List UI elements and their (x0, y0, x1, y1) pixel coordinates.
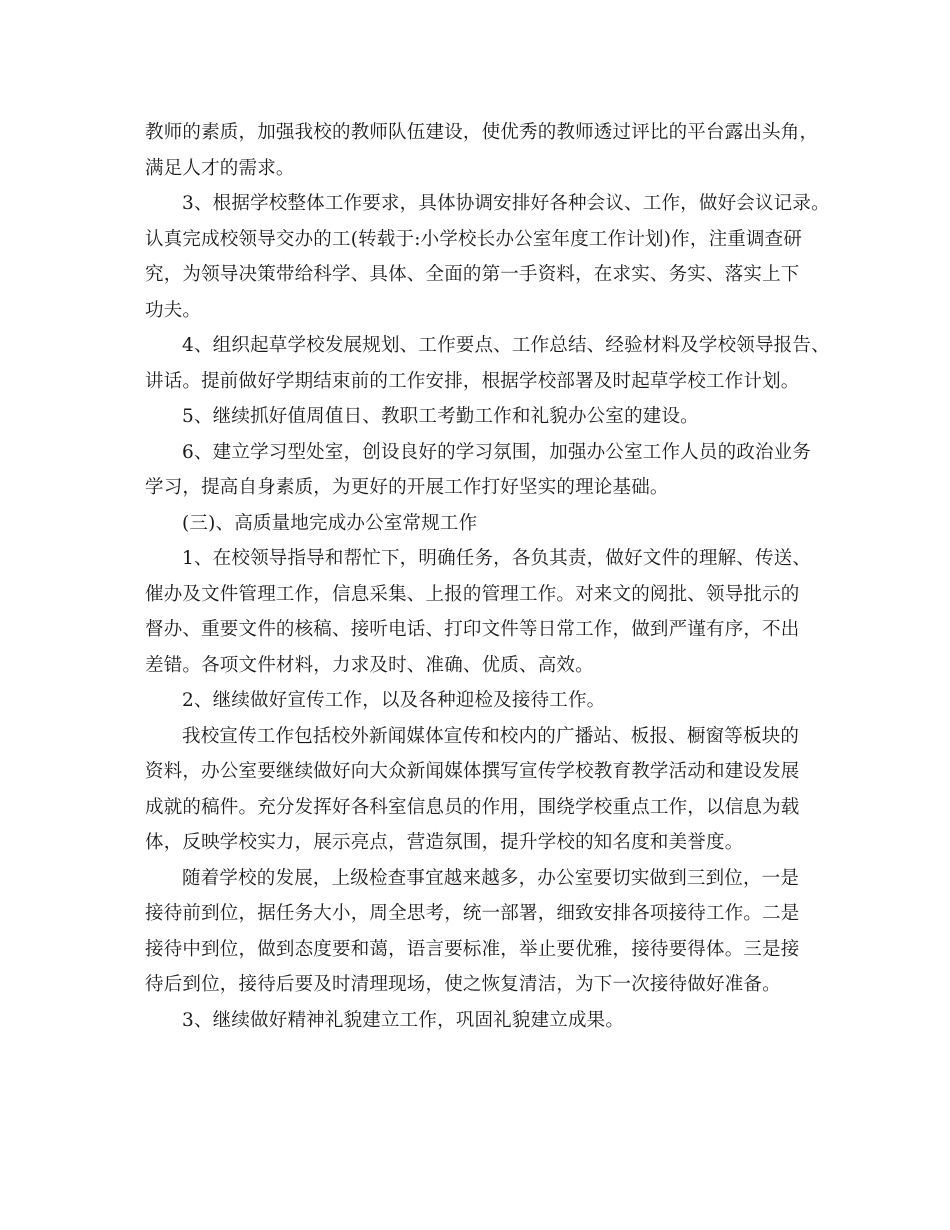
text-line: 讲话。提前做好学期结束前的工作安排，根据学校部署及时起草学校工作计划。 (145, 370, 800, 392)
text-line: 5、继续抓好值周值日、教职工考勤工作和礼貌办公室的建设。 (182, 406, 699, 427)
text-line: 2、继续做好宣传工作，以及各种迎检及接待工作。 (182, 690, 606, 711)
text-line: 差错。各项文件材料，力求及时、准确、优质、高效。 (145, 654, 594, 676)
text-line: 功夫。 (145, 299, 202, 321)
text-line: 认真完成校领导交办的工(转载于:小学校长办公室年度工作计划)作，注重调查研 (145, 228, 803, 250)
text-line: 我校宣传工作包括校外新闻媒体宣传和校内的广播站、板报、橱窗等板块的 (182, 725, 800, 747)
text-line: 成就的稿件。充分发挥好各科室信息员的作用，围绕学校重点工作，以信息为载 (145, 796, 800, 818)
text-line: 接待前到位，据任务大小，周全思考，统一部署，细致安排各项接待工作。二是 (145, 903, 800, 924)
text-line: 3、继续做好精神礼貌建立工作，巩固礼貌建立成果。 (182, 1009, 625, 1031)
text-line: 资料，办公室要继续做好向大众新闻媒体撰写宣传学校教育教学活动和建设发展 (145, 761, 800, 782)
text-line: 随着学校的发展，上级检查事宜越来越多，办公室要切实做到三到位，一是 (182, 867, 800, 889)
text-line: 3、根据学校整体工作要求，具体协调安排好各种会议、工作，做好会议记录。 (182, 193, 830, 214)
document-body (145, 115, 830, 1038)
text-line: 学习，提高自身素质，为更好的开展工作打好坚实的理论基础。 (145, 477, 669, 498)
text-line: 4、组织起草学校发展规划、工作要点、工作总结、经验材料及学校领导报告、 (182, 335, 830, 356)
text-line: 催办及文件管理工作，信息采集、上报的管理工作。对来文的阅批、领导批示的 (145, 583, 800, 605)
text-line: 1、在校领导指导和帮忙下，明确任务，各负其责，做好文件的理解、传送、 (182, 548, 812, 569)
text-line: 督办、重要文件的核稿、接听电话、打印文件等日常工作，做到严谨有序，不出 (145, 619, 800, 640)
text-line: 6、建立学习型处室，创设良好的学习氛围，加强办公室工作人员的政治业务 (182, 441, 812, 463)
text-line: 接待中到位，做到态度要和蔼，语言要标准，举止要优雅，接待要得体。三是接 (145, 938, 800, 960)
text-line: 究，为领导决策带给科学、具体、全面的第一手资料，在求实、务实、落实上下 (145, 264, 800, 285)
text-line: 待后到位，接待后要及时清理现场，使之恢复清洁，为下一次接待做好准备。 (145, 974, 781, 995)
text-line: 满足人才的需求。 (145, 157, 295, 179)
text-line: 教师的素质，加强我校的教师队伍建设，使优秀的教师透过评比的平台露出头角， (145, 122, 819, 143)
text-line: 体，反映学校实力，展示亮点，营造氛围，提升学校的知名度和美誉度。 (145, 832, 744, 853)
text-line: (三)、高质量地完成办公室常规工作 (182, 512, 478, 534)
